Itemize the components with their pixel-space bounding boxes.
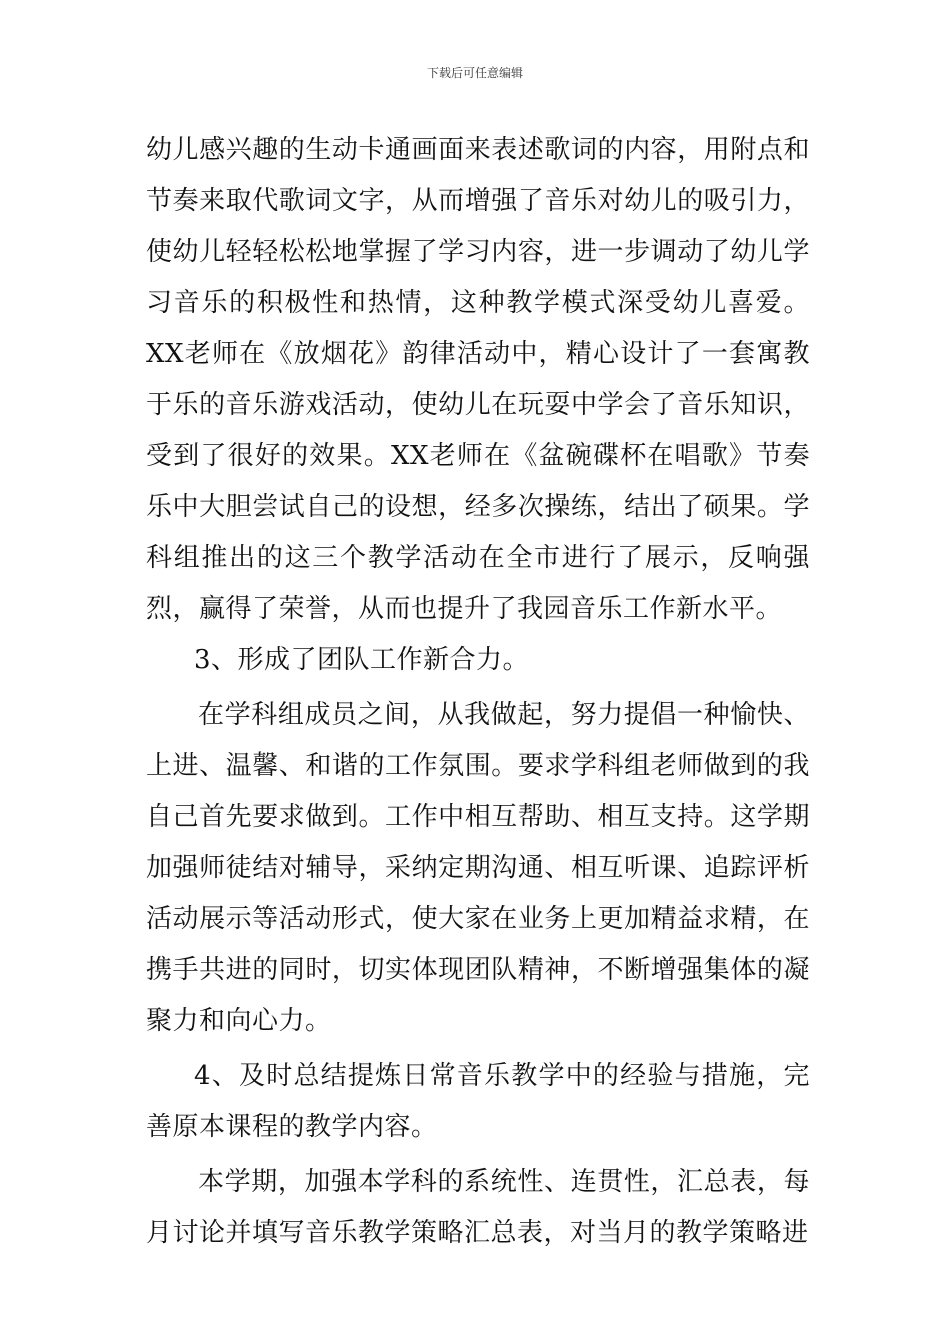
page-header: 下载后可任意编辑 <box>426 66 523 80</box>
paragraph-team-work: 在学科组成员之间，从我做起，努力提倡一种愉快、上进、温馨、和谐的工作氛围。要求学科组老师做到的我自己首先要求做到。工作中相互帮助、相互支持。这学期加强师徒结对辅导，采纳定期沟通、相互听课、追踪评析活动展示等活动形式，使大家在业务上更加精益求精，在携手共进的同时，切实体现团队精神，不断增强集体的凝聚力和向心力。 <box>146 700 810 1036</box>
paragraph-heading-team: 3、形成了团队工作新合力。 <box>194 645 530 675</box>
paragraph-music-activities: 幼儿感兴趣的生动卡通画面来表述歌词的内容，用附点和节奏来取代歌词文字，从而增强了音乐对幼儿的吸引力，使幼儿轻轻松松地掌握了学习内容，进一步调动了幼儿学习音乐的积极性和热情，这种教学模式深受幼儿喜爱。XX老师在《放烟花》韵律活动中，精心设计了一套寓教于乐的音乐游戏活动，使幼儿在玩耍中学会了音乐知识，受到了很好的效果。XX老师在《盆碗碟杯在唱歌》节奏乐中大胆尝试自己的设想，经多次操练，结出了硕果。学科组推出的这三个教学活动在全市进行了展示，反响强烈，赢得了荣誉，从而也提升了我园音乐工作新水平。 <box>146 135 810 624</box>
document-body <box>146 125 810 1259</box>
paragraph-semester: 本学期，加强本学科的系统性、连贯性，汇总表，每月讨论并填写音乐教学策略汇总表，对当月的教学策略进 <box>146 1167 810 1248</box>
paragraph-heading-summary: 4、及时总结提炼日常音乐教学中的经验与措施，完善原本课程的教学内容。 <box>146 1061 810 1142</box>
